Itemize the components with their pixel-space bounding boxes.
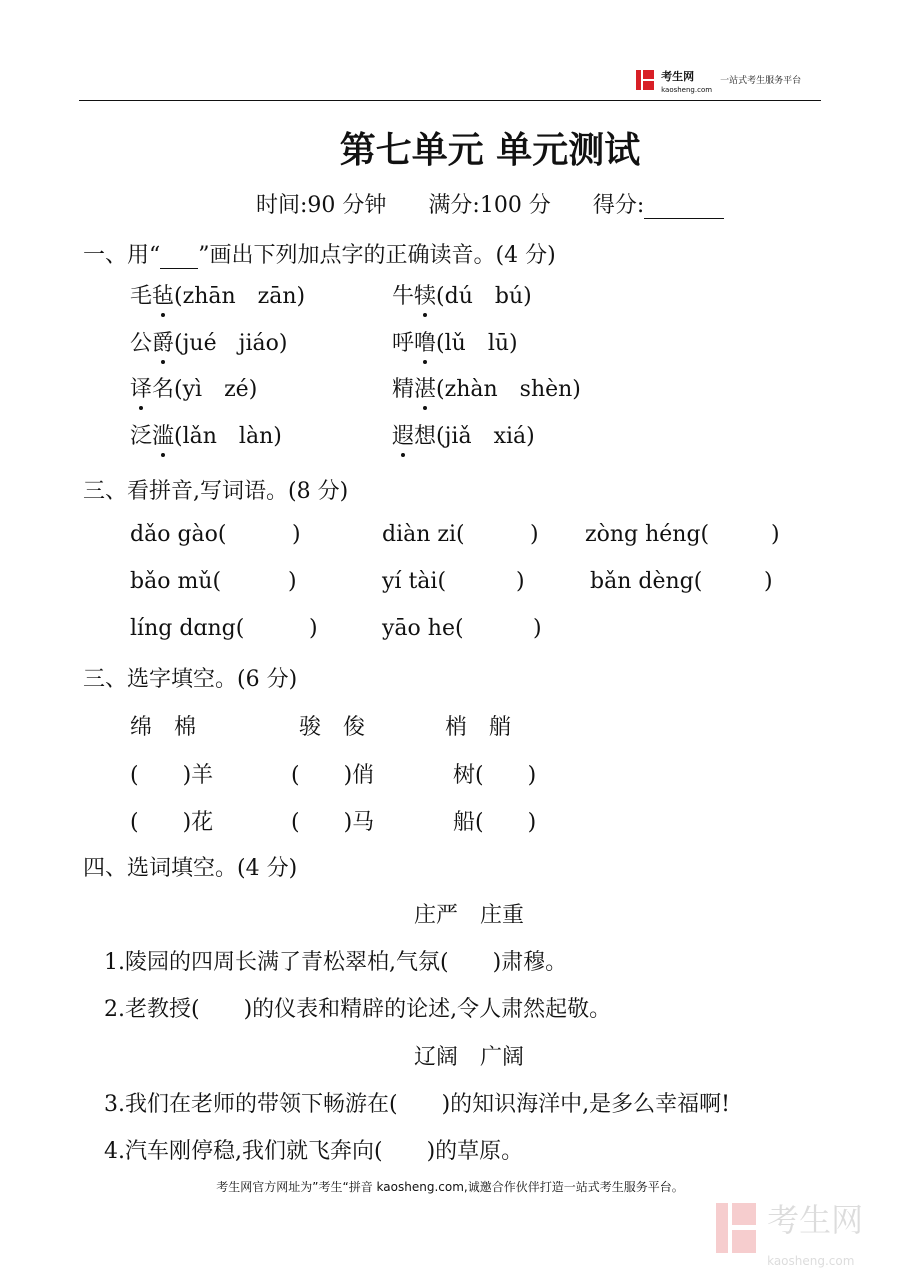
pinyin-word: zòng héng(: [585, 522, 710, 547]
logo-text: 考生网: [661, 70, 695, 83]
score-blank[interactable]: [644, 194, 724, 219]
logo-icon: [636, 70, 654, 90]
meta-line: [256, 188, 724, 219]
pinyin-item[interactable]: 毛毡(zhān zān): [130, 279, 305, 310]
logo-sub: kaosheng.com: [661, 86, 713, 94]
time-limit: 时间:90 分钟: [256, 193, 387, 218]
dotted-char: 湛: [414, 372, 436, 403]
watermark: [716, 1203, 863, 1277]
char-pair: 骏 俊: [299, 715, 366, 740]
char-pair: 梢 艄: [445, 715, 512, 740]
pinyin-word: yāo he(: [382, 616, 464, 641]
footer-note: 考生网官方网址为”考生“拼音 kaosheng.com,诚邀合作伙伴打造一站式考生服务平台。: [216, 1180, 684, 1194]
pinyin-options: (jué jiáo): [174, 331, 288, 356]
pinyin-word: bǎn dèng(: [590, 569, 703, 594]
watermark-text: 考生网: [767, 1201, 864, 1239]
full-score: 满分:100 分: [428, 193, 551, 218]
pinyin-item[interactable]: 泛滥(lǎn làn): [130, 419, 282, 450]
section3-heading: 三、选字填空。(6 分): [83, 667, 298, 692]
pinyin-item[interactable]: 译名(yì zé): [130, 372, 257, 403]
pinyin-options: (zhān zān): [174, 284, 306, 309]
answer-blank[interactable]: ): [764, 569, 773, 594]
sentence[interactable]: 1.陵园的四周长满了青松翠柏,气氛( )肃穆。: [104, 950, 568, 975]
pinyin-item[interactable]: 精湛(zhàn shèn): [392, 372, 581, 403]
section1-heading: 一、用“ ”画出下列加点字的正确读音。(4 分): [83, 243, 556, 268]
pinyin-item[interactable]: 牛犊(dú bú): [392, 279, 532, 310]
pinyin-options: (dú bú): [436, 284, 532, 309]
answer-blank[interactable]: ): [292, 522, 301, 547]
header-logo: [636, 70, 801, 95]
pinyin-options: (zhàn shèn): [436, 377, 581, 402]
watermark-logo-icon: [716, 1203, 756, 1253]
dotted-char: 毡: [152, 279, 174, 310]
fill-item[interactable]: 树( ): [453, 763, 537, 788]
dotted-char: 滥: [152, 419, 174, 450]
answer-blank[interactable]: ): [288, 569, 297, 594]
underline-sample: [160, 246, 198, 269]
sentence[interactable]: 4.汽车刚停稳,我们就飞奔向( )的草原。: [104, 1139, 524, 1164]
pinyin-item[interactable]: 遐想(jiǎ xiá): [392, 419, 535, 450]
pinyin-options: (jiǎ xiá): [436, 424, 535, 449]
fill-item[interactable]: ( )俏: [291, 763, 375, 788]
dotted-char: 犊: [414, 279, 436, 310]
pinyin-options: (lǔ lū): [436, 331, 518, 356]
word-group: 庄严 庄重: [414, 903, 525, 928]
dotted-char: 爵: [152, 326, 174, 357]
word-group: 辽阔 广阔: [414, 1045, 525, 1070]
char-pair: 绵 棉: [130, 715, 197, 740]
page-title: 第七单元 单元测试: [339, 130, 641, 171]
answer-blank[interactable]: ): [530, 522, 539, 547]
pinyin-word: yí tài(: [382, 569, 447, 594]
dotted-char: 遐: [392, 419, 414, 450]
answer-blank[interactable]: ): [533, 616, 542, 641]
pinyin-word: dǎo gào(: [130, 522, 227, 547]
pinyin-word: diàn zi(: [382, 522, 465, 547]
header-slogan: 一站式考生服务平台: [720, 76, 802, 86]
fill-item[interactable]: 船( ): [453, 810, 537, 835]
header-rule: [79, 100, 821, 101]
answer-blank[interactable]: ): [771, 522, 780, 547]
fill-item[interactable]: ( )马: [291, 810, 375, 835]
section4-heading: 四、选词填空。(4 分): [83, 856, 298, 881]
sentence[interactable]: 3.我们在老师的带领下畅游在( )的知识海洋中,是多么幸福啊!: [104, 1092, 730, 1117]
pinyin-options: (lǎn làn): [174, 424, 282, 449]
pinyin-word: líng dɑng(: [130, 616, 245, 641]
dotted-char: 译: [130, 372, 152, 403]
watermark-sub: kaosheng.com: [767, 1254, 855, 1268]
dotted-char: 噜: [414, 326, 436, 357]
fill-item[interactable]: ( )花: [130, 810, 214, 835]
pinyin-word: bǎo mǔ(: [130, 569, 222, 594]
pinyin-options: (yì zé): [174, 377, 258, 402]
pinyin-item[interactable]: 公爵(jué jiáo): [130, 326, 287, 357]
answer-blank[interactable]: ): [516, 569, 525, 594]
answer-blank[interactable]: ): [309, 616, 318, 641]
fill-item[interactable]: ( )羊: [130, 763, 214, 788]
pinyin-item[interactable]: 呼噜(lǔ lū): [392, 326, 518, 357]
section2-heading: 三、看拼音,写词语。(8 分): [83, 479, 349, 504]
sentence[interactable]: 2.老教授( )的仪表和精辟的论述,令人肃然起敬。: [104, 997, 612, 1022]
score-label: 得分:: [592, 193, 645, 218]
